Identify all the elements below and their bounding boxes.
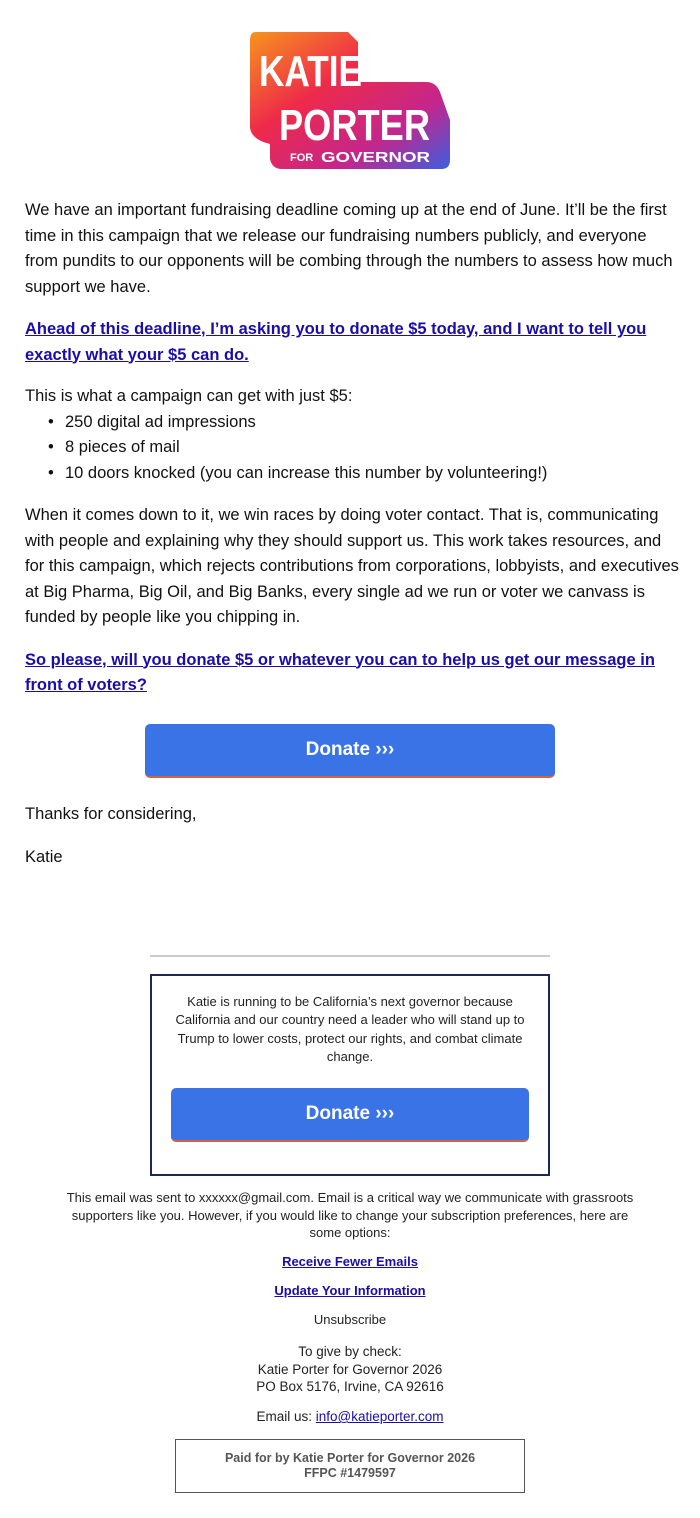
email-address-link[interactable]: info@katieporter.com — [315, 1409, 444, 1424]
footer-notice: This email was sent to xxxxxx@gmail.com. Email is a critical way we communicate with grassroots supporters like you. However, if you would like to change your subscription preferences, here are some options: — [66, 1190, 634, 1241]
logo-for: FOR — [290, 152, 314, 164]
receive-fewer-emails-link[interactable]: Receive Fewer Emails — [282, 1254, 418, 1269]
unsubscribe-link[interactable]: Unsubscribe — [313, 1312, 387, 1327]
email-label: Email us: — [256, 1409, 312, 1424]
list-item: • 8 pieces of mail — [65, 435, 680, 461]
closing-line: Thanks for considering, — [25, 805, 197, 823]
check-line: PO Box 5176, Irvine, CA 92616 — [256, 1379, 444, 1394]
campaign-logo — [248, 32, 452, 170]
list-item: • 10 doors knocked (you can increase this number by volunteering!) — [65, 461, 680, 487]
divider — [150, 955, 550, 957]
email-contact — [0, 1409, 700, 1424]
update-information-link[interactable]: Update Your Information — [274, 1283, 426, 1298]
signature: Katie — [25, 848, 63, 866]
ffpc-line: FFPC #1479597 — [304, 1466, 396, 1480]
candidate-box — [150, 974, 550, 1176]
voter-contact-paragraph: When it comes down to it, we win races by doing voter contact. That is, communicating with people and explaining why they should support us. This work takes resources, and for this campaign, which rejects contributions from corporations, lobbyists, and executives at Big Pharma, Big Oil, and Big Banks, every single ad we run or voter we canvass is funded by people like you chipping in. — [25, 506, 679, 626]
donate-button[interactable]: Donate ››› — [145, 724, 555, 778]
logo-katie: KATIE — [259, 47, 362, 96]
intro-paragraph: We have an important fundraising deadline coming up at the end of June. It’ll be the first time in this campaign that we release our fundraising numbers publicly, and everyone from pundits to our opponents will be combing through the numbers to assess how much support we have. — [25, 201, 673, 296]
paid-line: Paid for by Katie Porter for Governor 2026 — [224, 1451, 476, 1465]
box-donate-button[interactable]: Donate ››› — [171, 1088, 529, 1142]
donate-ask-link-1[interactable]: Ahead of this deadline, I’m asking you to donate $5 today, and I want to tell you exactly what your $5 can do. — [25, 320, 647, 364]
check-line: To give by check: — [298, 1344, 402, 1359]
email-body — [25, 198, 680, 699]
logo-governor: GOVERNOR — [321, 149, 431, 166]
check-address — [0, 1343, 700, 1396]
list-intro: This is what a campaign can get with just $5: — [25, 387, 353, 405]
check-line: Katie Porter for Governor 2026 — [257, 1361, 443, 1377]
logo-porter: PORTER — [279, 101, 430, 150]
paid-for-disclaimer — [175, 1439, 525, 1493]
donate-ask-link-2[interactable]: So please, will you donate $5 or whatever you can to help us get our message in front of voters? — [25, 650, 655, 694]
candidate-blurb: Katie is running to be California’s next governor because California and our country need a leader who will stand up to Trump to lower costs, protect our rights, and combat climate change. — [175, 994, 525, 1065]
benefits-list — [25, 410, 680, 487]
list-item: • 250 digital ad impressions — [65, 410, 680, 436]
